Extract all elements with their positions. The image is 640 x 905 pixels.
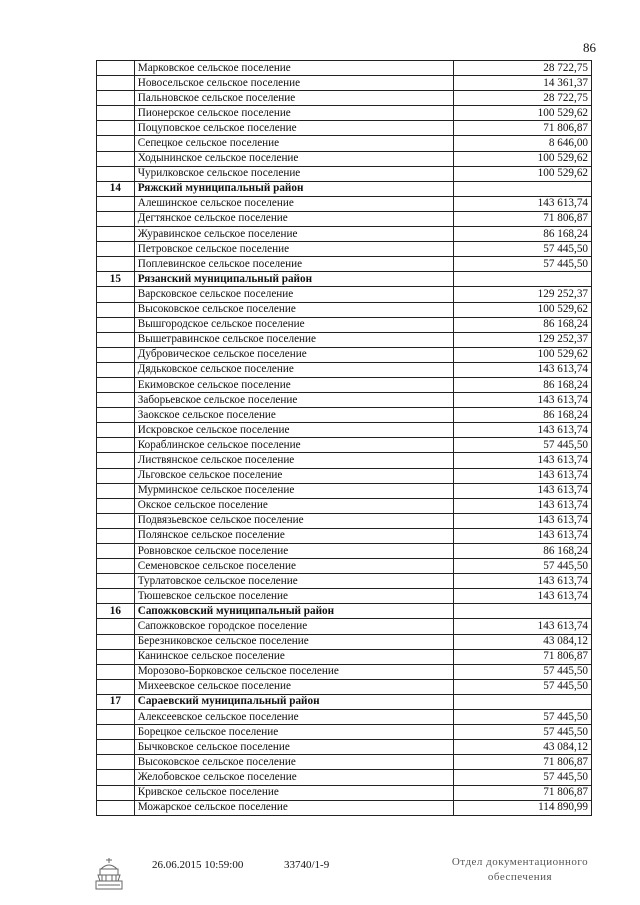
- settlement-name: Заокское сельское поселение: [134, 408, 453, 423]
- amount-value: 57 445,50: [454, 559, 592, 574]
- table-row: [97, 393, 592, 408]
- amount-value: 43 084,12: [454, 740, 592, 755]
- amount-value: 71 806,87: [454, 649, 592, 664]
- district-row: [97, 694, 592, 709]
- settlement-name: Пионерское сельское поселение: [134, 106, 453, 121]
- amount-value: 71 806,87: [454, 755, 592, 770]
- footer-date: 26.06.2015 10:59:00: [152, 859, 244, 871]
- amount-value: 57 445,50: [454, 710, 592, 725]
- table-row: [97, 196, 592, 211]
- settlement-name: Журавинское сельское поселение: [134, 227, 453, 242]
- settlement-name: Искровское сельское поселение: [134, 423, 453, 438]
- table-row: [97, 242, 592, 257]
- table-row: [97, 559, 592, 574]
- row-number: 16: [97, 604, 135, 619]
- amount-value: 86 168,24: [454, 227, 592, 242]
- settlement-name: Заборьевское сельское поселение: [134, 393, 453, 408]
- row-number: [97, 106, 135, 121]
- amount-value: 8 646,00: [454, 136, 592, 151]
- settlement-name: Семеновское сельское поселение: [134, 559, 453, 574]
- table-row: [97, 740, 592, 755]
- table-row: [97, 121, 592, 136]
- settlement-name: Желобовское сельское поселение: [134, 770, 453, 785]
- table-row: [97, 91, 592, 106]
- row-number: [97, 544, 135, 559]
- table-row: [97, 211, 592, 226]
- row-number: [97, 710, 135, 725]
- settlement-name: Мурминское сельское поселение: [134, 483, 453, 498]
- row-number: 15: [97, 272, 135, 287]
- row-number: [97, 800, 135, 815]
- amount-value: 86 168,24: [454, 408, 592, 423]
- settlement-name: Вышгородское сельское поселение: [134, 317, 453, 332]
- amount-value: [454, 604, 592, 619]
- amount-value: 143 613,74: [454, 393, 592, 408]
- row-number: [97, 377, 135, 392]
- table-row: [97, 423, 592, 438]
- amount-value: 28 722,75: [454, 91, 592, 106]
- department-stamp-line2: обеспечения: [487, 871, 553, 883]
- settlement-name: Дядьковское сельское поселение: [134, 362, 453, 377]
- row-number: [97, 740, 135, 755]
- row-number: [97, 166, 135, 181]
- amount-value: 57 445,50: [454, 664, 592, 679]
- table-row: [97, 574, 592, 589]
- table-row: [97, 227, 592, 242]
- row-number: [97, 679, 135, 694]
- row-number: [97, 755, 135, 770]
- table-row: [97, 317, 592, 332]
- row-number: [97, 151, 135, 166]
- row-number: [97, 332, 135, 347]
- settlement-name: Кораблинское сельское поселение: [134, 438, 453, 453]
- row-number: [97, 408, 135, 423]
- row-number: [97, 468, 135, 483]
- row-number: [97, 302, 135, 317]
- table-row: [97, 151, 592, 166]
- row-number: [97, 725, 135, 740]
- row-number: [97, 498, 135, 513]
- emblem-icon: [92, 855, 126, 893]
- row-number: [97, 664, 135, 679]
- settlement-name: Пальновское сельское поселение: [134, 91, 453, 106]
- settlement-name: Рязанский муниципальный район: [134, 272, 453, 287]
- row-number: [97, 453, 135, 468]
- settlement-name: Высоковское сельское поселение: [134, 755, 453, 770]
- settlement-name: Канинское сельское поселение: [134, 649, 453, 664]
- row-number: [97, 483, 135, 498]
- amount-value: [454, 181, 592, 196]
- table-row: [97, 453, 592, 468]
- row-number: 17: [97, 694, 135, 709]
- settlement-name: Подвязьевское сельское поселение: [134, 513, 453, 528]
- amount-value: 100 529,62: [454, 151, 592, 166]
- row-number: [97, 91, 135, 106]
- amount-value: 100 529,62: [454, 347, 592, 362]
- amount-value: 57 445,50: [454, 242, 592, 257]
- row-number: [97, 785, 135, 800]
- table-row: [97, 302, 592, 317]
- district-row: [97, 272, 592, 287]
- amount-value: 114 890,99: [454, 800, 592, 815]
- table-row: [97, 136, 592, 151]
- settlement-name: Алешинское сельское поселение: [134, 196, 453, 211]
- settlement-name: Турлатовское сельское поселение: [134, 574, 453, 589]
- table-row: [97, 257, 592, 272]
- table-row: [97, 649, 592, 664]
- table-row: [97, 408, 592, 423]
- settlement-name: Ряжский муниципальный район: [134, 181, 453, 196]
- settlement-name: Льговское сельское поселение: [134, 468, 453, 483]
- row-number: [97, 513, 135, 528]
- row-number: 14: [97, 181, 135, 196]
- table-body: [97, 61, 592, 816]
- amount-value: 14 361,37: [454, 76, 592, 91]
- row-number: [97, 76, 135, 91]
- amount-value: 71 806,87: [454, 785, 592, 800]
- table-row: [97, 106, 592, 121]
- settlement-name: Михеевское сельское поселение: [134, 679, 453, 694]
- settlement-name: Петровское сельское поселение: [134, 242, 453, 257]
- settlement-name: Тюшевское сельское поселение: [134, 589, 453, 604]
- amount-value: 71 806,87: [454, 121, 592, 136]
- settlement-name: Березниковское сельское поселение: [134, 634, 453, 649]
- row-number: [97, 423, 135, 438]
- row-number: [97, 347, 135, 362]
- amount-value: 143 613,74: [454, 498, 592, 513]
- amount-value: 143 613,74: [454, 528, 592, 543]
- row-number: [97, 61, 135, 76]
- settlement-name: Сараевский муниципальный район: [134, 694, 453, 709]
- amount-value: 100 529,62: [454, 166, 592, 181]
- row-number: [97, 257, 135, 272]
- table-row: [97, 377, 592, 392]
- table-row: [97, 589, 592, 604]
- settlement-name: Бычковское сельское поселение: [134, 740, 453, 755]
- amount-value: 71 806,87: [454, 211, 592, 226]
- row-number: [97, 770, 135, 785]
- settlement-name: Варсковское сельское поселение: [134, 287, 453, 302]
- footer: [0, 855, 640, 895]
- settlement-name: Алексеевское сельское поселение: [134, 710, 453, 725]
- amount-value: 57 445,50: [454, 770, 592, 785]
- settlement-name: Ходынинское сельское поселение: [134, 151, 453, 166]
- row-number: [97, 393, 135, 408]
- row-number: [97, 559, 135, 574]
- amount-value: 57 445,50: [454, 257, 592, 272]
- table-row: [97, 755, 592, 770]
- table-row: [97, 544, 592, 559]
- row-number: [97, 317, 135, 332]
- amount-value: 43 084,12: [454, 634, 592, 649]
- table-row: [97, 483, 592, 498]
- table-row: [97, 468, 592, 483]
- table-row: [97, 61, 592, 76]
- amount-value: 143 613,74: [454, 453, 592, 468]
- amount-value: 57 445,50: [454, 679, 592, 694]
- table-row: [97, 800, 592, 815]
- row-number: [97, 528, 135, 543]
- table-row: [97, 332, 592, 347]
- settlement-name: Поплевинское сельское поселение: [134, 257, 453, 272]
- settlement-name: Листвянское сельское поселение: [134, 453, 453, 468]
- settlement-name: Поцуповское сельское поселение: [134, 121, 453, 136]
- table-row: [97, 362, 592, 377]
- settlement-name: Екимовское сельское поселение: [134, 377, 453, 392]
- row-number: [97, 438, 135, 453]
- row-number: [97, 619, 135, 634]
- row-number: [97, 121, 135, 136]
- row-number: [97, 136, 135, 151]
- amount-value: 129 252,37: [454, 287, 592, 302]
- amount-value: 143 613,74: [454, 468, 592, 483]
- table-row: [97, 347, 592, 362]
- row-number: [97, 574, 135, 589]
- table-row: [97, 634, 592, 649]
- amount-value: 100 529,62: [454, 302, 592, 317]
- settlement-name: Вышетравинское сельское поселение: [134, 332, 453, 347]
- settlement-name: Чурилковское сельское поселение: [134, 166, 453, 181]
- page-number: 86: [583, 40, 596, 55]
- settlement-name: Сапожковское городское поселение: [134, 619, 453, 634]
- amount-value: 100 529,62: [454, 106, 592, 121]
- settlement-name: Окское сельское поселение: [134, 498, 453, 513]
- amount-value: 143 613,74: [454, 589, 592, 604]
- settlement-name: Дубровическое сельское поселение: [134, 347, 453, 362]
- table-row: [97, 498, 592, 513]
- settlement-name: Новосельское сельское поселение: [134, 76, 453, 91]
- table-row: [97, 438, 592, 453]
- amount-value: 57 445,50: [454, 438, 592, 453]
- settlement-name: Морозово-Борковское сельское поселение: [134, 664, 453, 679]
- amount-value: [454, 272, 592, 287]
- table-row: [97, 166, 592, 181]
- settlement-name: Дегтянское сельское поселение: [134, 211, 453, 226]
- settlement-name: Можарское сельское поселение: [134, 800, 453, 815]
- row-number: [97, 287, 135, 302]
- department-stamp-line1: Отдел документационного: [451, 856, 589, 868]
- table-row: [97, 619, 592, 634]
- footer-doc-code: 33740/1-9: [284, 859, 330, 871]
- amount-value: 143 613,74: [454, 619, 592, 634]
- row-number: [97, 649, 135, 664]
- row-number: [97, 227, 135, 242]
- amount-value: 143 613,74: [454, 483, 592, 498]
- amount-value: [454, 694, 592, 709]
- table-row: [97, 785, 592, 800]
- settlement-name: Кривское сельское поселение: [134, 785, 453, 800]
- settlement-name: Высоковское сельское поселение: [134, 302, 453, 317]
- row-number: [97, 196, 135, 211]
- settlement-name: Сапожковский муниципальный район: [134, 604, 453, 619]
- table-row: [97, 287, 592, 302]
- amount-value: 86 168,24: [454, 317, 592, 332]
- table-row: [97, 513, 592, 528]
- funding-table: [96, 60, 592, 816]
- amount-value: 143 613,74: [454, 196, 592, 211]
- amount-value: 143 613,74: [454, 362, 592, 377]
- row-number: [97, 362, 135, 377]
- table-row: [97, 528, 592, 543]
- amount-value: 86 168,24: [454, 544, 592, 559]
- amount-value: 28 722,75: [454, 61, 592, 76]
- amount-value: 143 613,74: [454, 574, 592, 589]
- table-row: [97, 710, 592, 725]
- row-number: [97, 634, 135, 649]
- amount-value: 129 252,37: [454, 332, 592, 347]
- table-row: [97, 664, 592, 679]
- row-number: [97, 242, 135, 257]
- row-number: [97, 211, 135, 226]
- table-row: [97, 725, 592, 740]
- amount-value: 86 168,24: [454, 377, 592, 392]
- table-row: [97, 770, 592, 785]
- table-row: [97, 76, 592, 91]
- district-row: [97, 604, 592, 619]
- settlement-name: Полянское сельское поселение: [134, 528, 453, 543]
- settlement-name: Марковское сельское поселение: [134, 61, 453, 76]
- row-number: [97, 589, 135, 604]
- table-row: [97, 679, 592, 694]
- amount-value: 143 613,74: [454, 423, 592, 438]
- amount-value: 57 445,50: [454, 725, 592, 740]
- settlement-name: Ровновское сельское поселение: [134, 544, 453, 559]
- settlement-name: Борецкое сельское поселение: [134, 725, 453, 740]
- department-stamp: [450, 855, 590, 885]
- district-row: [97, 181, 592, 196]
- amount-value: 143 613,74: [454, 513, 592, 528]
- settlement-name: Сепецкое сельское поселение: [134, 136, 453, 151]
